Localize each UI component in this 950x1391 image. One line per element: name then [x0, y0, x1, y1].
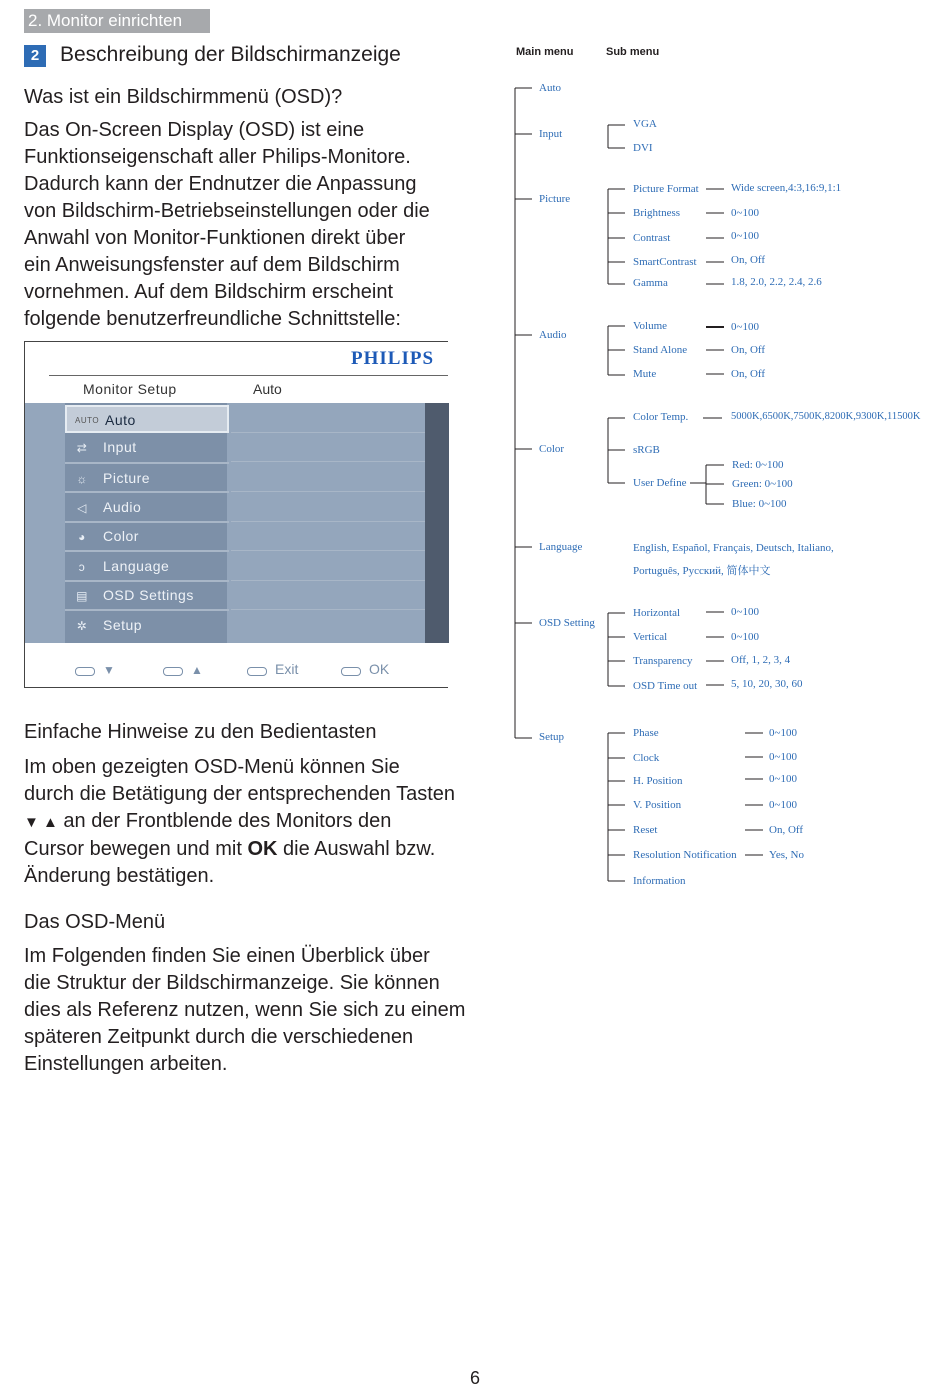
tree-sub-item: Information — [633, 875, 686, 887]
section-tab: 2. Monitor einrichten — [24, 9, 210, 33]
text-line: Dadurch kann der Endnutzer die Anpassung — [24, 173, 417, 195]
text-line: durch die Betätigung der entsprechenden Tasten — [24, 783, 456, 805]
exit-label: Exit — [275, 661, 299, 677]
tree-main-input: Input — [539, 128, 563, 140]
tree-sub-item: Horizontal — [633, 607, 681, 619]
osd-item-label: Input — [103, 439, 137, 455]
text-line: von Bildschirm-Betriebseinstellungen oder die — [24, 200, 430, 222]
text-line: späteren Zeitpunkt durch die verschiedenen — [24, 1026, 414, 1048]
tree-sub-item: Contrast — [633, 232, 671, 244]
text-line: Im oben gezeigten OSD-Menü können Sie — [24, 756, 400, 778]
osd-menu-paragraph — [24, 943, 466, 1078]
tree-sub-item: OSD Time out — [633, 680, 698, 692]
tree-value: 1.8, 2.0, 2.2, 2.4, 2.6 — [731, 276, 822, 288]
tree-value: Off, 1, 2, 3, 4 — [731, 654, 791, 666]
text-line: folgende benutzerfreundliche Schnittstelle: — [24, 308, 401, 330]
tree-value: On, Off — [731, 344, 766, 356]
tree-value: 0~100 — [731, 606, 759, 618]
page-number: 6 — [469, 1368, 480, 1388]
hints-heading: Einfache Hinweise zu den Bedientasten — [24, 721, 377, 743]
tree-sub-item: H. Position — [633, 775, 683, 787]
tree-sub-item: Clock — [633, 752, 660, 764]
tree-sub-item: VGA — [633, 118, 657, 130]
tree-main-audio: Audio — [539, 329, 567, 341]
tree-sub-item: Resolution Notification — [633, 849, 737, 861]
section-number-badge: 2 — [24, 45, 46, 67]
osd-item-label: OSD Settings — [103, 587, 194, 603]
tree-value: 0~100 — [769, 751, 797, 763]
osd-current-item: Auto — [253, 381, 282, 397]
tree-sub-item: SmartContrast — [633, 256, 697, 268]
text-line: Das On-Screen Display (OSD) ist eine — [24, 119, 365, 141]
tree-main-osd-setting: OSD Setting — [539, 617, 595, 629]
tree-value: Wide screen,4:3,16:9,1:1 — [731, 182, 842, 194]
tree-value: 0~100 — [731, 207, 759, 219]
tree-value: 0~100 — [769, 799, 797, 811]
tree-sub-item: DVI — [633, 142, 653, 154]
intro-heading: Was ist ein Bildschirmmenü (OSD)? — [24, 86, 343, 108]
arrow-up-icon: ▲ — [191, 663, 203, 677]
tree-main-picture: Picture — [539, 193, 571, 205]
osd-title: Monitor Setup — [83, 381, 177, 397]
tree-sub-item: Color Temp. — [633, 411, 689, 423]
gear-icon: ✲ — [76, 619, 88, 633]
tree-value: 0~100 — [731, 321, 759, 333]
tree-sub-item: User Define — [633, 477, 687, 489]
tree-value: Português, Русский, 简体中文 — [633, 565, 771, 577]
text-line: Einstellungen arbeiten. — [24, 1053, 228, 1075]
osd-item-label: Color — [103, 528, 139, 544]
color-palette-icon: ◕ — [78, 530, 86, 544]
text-line: vornehmen. Auf dem Bildschirm erscheint — [24, 281, 394, 303]
speaker-icon: ◁ — [77, 501, 87, 515]
text-fragment: Cursor bewegen und mit — [24, 838, 248, 860]
osd-menu-heading: Das OSD-Menü — [24, 911, 166, 933]
osd-settings-icon: ▤ — [76, 589, 88, 603]
tree-sub-item: Reset — [633, 824, 658, 836]
main-menu-header: Main menu — [516, 46, 574, 58]
section-title: Beschreibung der Bildschirmanzeige — [60, 43, 401, 66]
ok-label: OK — [369, 661, 390, 677]
osd-item-label: Setup — [103, 617, 143, 633]
text-fragment: die Auswahl bzw. — [277, 838, 436, 860]
text-fragment: an der Frontblende des Monitors den — [57, 810, 392, 832]
text-line: Im Folgenden finden Sie einen Überblick über — [24, 945, 430, 967]
tree-value: 5000K,6500K,7500K,8200K,9300K,11500K — [731, 411, 921, 422]
tree-main-language: Language — [539, 541, 583, 553]
tree-value: English, Español, Français, Deutsch, Italiano, — [633, 542, 834, 554]
input-icon: ⇄ — [76, 441, 88, 455]
text-line: Änderung bestätigen. — [24, 865, 215, 887]
tree-value: On, Off — [769, 824, 804, 836]
tree-sub-item: Picture Format — [633, 183, 699, 195]
auto-icon: AUTO — [75, 416, 100, 425]
osd-item-label: Audio — [103, 499, 142, 515]
ok-key: OK — [247, 838, 278, 860]
brightness-icon: ☼ — [76, 472, 88, 486]
text-line: Funktionseigenschaft aller Philips-Monitore. — [24, 146, 411, 168]
tree-value: On, Off — [731, 254, 766, 266]
tree-value: 0~100 — [769, 727, 797, 739]
text-line: die Struktur der Bildschirmanzeige. Sie können — [24, 972, 440, 994]
tree-value: 5, 10, 20, 30, 60 — [731, 678, 803, 690]
tree-value: Red: 0~100 — [732, 459, 784, 471]
arrow-keys-icon: ▼ ▲ — [24, 814, 58, 831]
tree-sub-item: Phase — [633, 727, 659, 739]
tree-value: 0~100 — [769, 773, 797, 785]
tree-sub-item: Brightness — [633, 207, 681, 219]
text-line: Anwahl von Monitor-Funktionen direkt über — [24, 227, 406, 249]
tree-sub-item: sRGB — [633, 444, 660, 456]
tree-value: On, Off — [731, 368, 766, 380]
tree-main-auto: Auto — [539, 82, 561, 94]
sub-menu-header: Sub menu — [606, 46, 660, 58]
text-line: ein Anweisungsfenster auf dem Bildschirm — [24, 254, 400, 276]
tree-value: Blue: 0~100 — [732, 498, 787, 510]
tree-main-setup: Setup — [539, 731, 565, 743]
tree-sub-item: Volume — [633, 320, 668, 332]
tree-value: 0~100 — [731, 631, 759, 643]
tree-sub-item: V. Position — [633, 799, 682, 811]
tree-sub-item: Gamma — [633, 277, 668, 289]
tree-sub-item: Stand Alone — [633, 344, 688, 356]
tree-value: Yes, No — [769, 849, 804, 861]
text-line: dies als Referenz nutzen, wenn Sie sich zu einem — [24, 999, 466, 1021]
tree-sub-item: Mute — [633, 368, 657, 380]
language-icon: ↄ — [78, 560, 86, 574]
philips-logo: PHILIPS — [351, 348, 435, 369]
tree-main-color: Color — [539, 443, 565, 455]
tree-sub-item: Transparency — [633, 655, 693, 667]
osd-item-label: Picture — [103, 470, 151, 486]
osd-item-label: Auto — [105, 412, 136, 428]
arrow-down-icon: ▼ — [103, 663, 115, 677]
tree-value: Green: 0~100 — [732, 478, 793, 490]
tree-value: 0~100 — [731, 230, 759, 242]
tree-sub-item: Vertical — [633, 631, 668, 643]
osd-item-label: Language — [103, 558, 170, 574]
